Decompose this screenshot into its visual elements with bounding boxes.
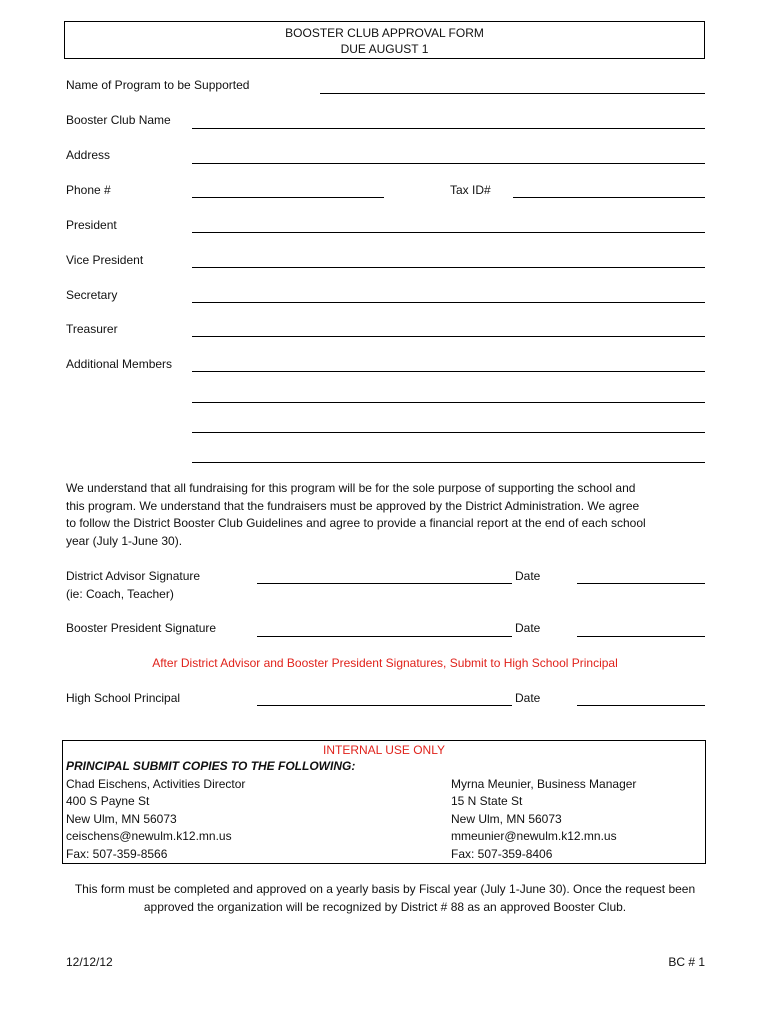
- contact-city: New Ulm, MN 56073: [66, 811, 177, 826]
- vice-president-field[interactable]: [192, 267, 705, 268]
- contact-email: mmeunier@newulm.k12.mn.us: [451, 829, 617, 844]
- advisor-date-label: Date: [515, 569, 541, 583]
- internal-use-title: INTERNAL USE ONLY: [322, 743, 446, 757]
- contact-fax: Fax: 507-359-8406: [451, 846, 553, 861]
- internal-use-box: [62, 740, 706, 864]
- contact-name: Chad Eischens, Activities Director: [66, 777, 246, 791]
- principal-signature-label: High School Principal: [66, 691, 181, 705]
- president-field[interactable]: [192, 232, 705, 233]
- president-label: President: [66, 218, 117, 232]
- contact-fax: Fax: 507-359-8566: [66, 846, 168, 861]
- principal-signature-field[interactable]: [257, 705, 512, 706]
- president-date-field[interactable]: [577, 636, 705, 637]
- agreement-statement: We understand that all fundraising for this program will be for the sole purpose of supporting the school and this program. We understand that the fundraisers must be approved by the District Administration. We agree to follow the District Booster Club Guidelines and agree to provide a financial report at the end of each school year (July 1-June 30).: [66, 481, 646, 548]
- advisor-signature-label: District Advisor Signature: [66, 569, 201, 583]
- phone-label: Phone #: [66, 183, 111, 197]
- additional-members-field-4[interactable]: [192, 462, 705, 463]
- contact-street: 400 S Payne St: [66, 794, 150, 809]
- approval-note: This form must be completed and approved on a yearly basis by Fiscal year (July 1-June 30). Once the request been approved the organization will be recognized by District # 88 as an approved Booster Club.: [74, 882, 696, 914]
- address-label: Address: [66, 148, 111, 162]
- form-title: BOOSTER CLUB APPROVAL FORM: [285, 26, 484, 40]
- program-label: Name of Program to be Supported: [66, 78, 250, 92]
- vice-president-label: Vice President: [66, 253, 144, 267]
- treasurer-field[interactable]: [192, 336, 705, 337]
- form-due-date: DUE AUGUST 1: [340, 42, 429, 56]
- advisor-signature-field[interactable]: [257, 583, 512, 584]
- contact-name: Myrna Meunier, Business Manager: [451, 777, 637, 791]
- advisor-date-field[interactable]: [577, 583, 705, 584]
- contact-business-manager: [451, 776, 636, 863]
- president-date-label: Date: [515, 621, 541, 635]
- club-name-field[interactable]: [192, 128, 705, 129]
- form-header: [64, 21, 705, 59]
- principal-date-field[interactable]: [577, 705, 705, 706]
- phone-field[interactable]: [192, 197, 384, 198]
- form-code: BC # 1: [668, 955, 705, 969]
- additional-members-label: Additional Members: [66, 357, 173, 371]
- additional-members-field-1[interactable]: [192, 371, 705, 372]
- contact-city: New Ulm, MN 56073: [451, 811, 562, 826]
- tax-id-field[interactable]: [513, 197, 705, 198]
- submit-instruction: After District Advisor and Booster President Signatures, Submit to High School Principal: [152, 656, 618, 670]
- address-field[interactable]: [192, 163, 705, 164]
- club-name-label: Booster Club Name: [66, 113, 171, 127]
- additional-members-field-2[interactable]: [192, 402, 705, 403]
- president-signature-field[interactable]: [257, 636, 512, 637]
- treasurer-label: Treasurer: [66, 322, 118, 336]
- principal-date-label: Date: [515, 691, 541, 705]
- program-field[interactable]: [320, 93, 705, 94]
- president-signature-label: Booster President Signature: [66, 621, 217, 635]
- tax-id-label: Tax ID#: [450, 183, 491, 197]
- internal-use-subtitle: PRINCIPAL SUBMIT COPIES TO THE FOLLOWING:: [66, 759, 356, 773]
- contact-activities-director: [66, 776, 245, 863]
- contact-email: ceischens@newulm.k12.mn.us: [66, 829, 232, 844]
- secretary-field[interactable]: [192, 302, 705, 303]
- advisor-signature-note: (ie: Coach, Teacher): [66, 587, 174, 601]
- additional-members-field-3[interactable]: [192, 432, 705, 433]
- contact-street: 15 N State St: [451, 794, 523, 809]
- secretary-label: Secretary: [66, 288, 118, 302]
- revision-date: 12/12/12: [66, 955, 113, 969]
